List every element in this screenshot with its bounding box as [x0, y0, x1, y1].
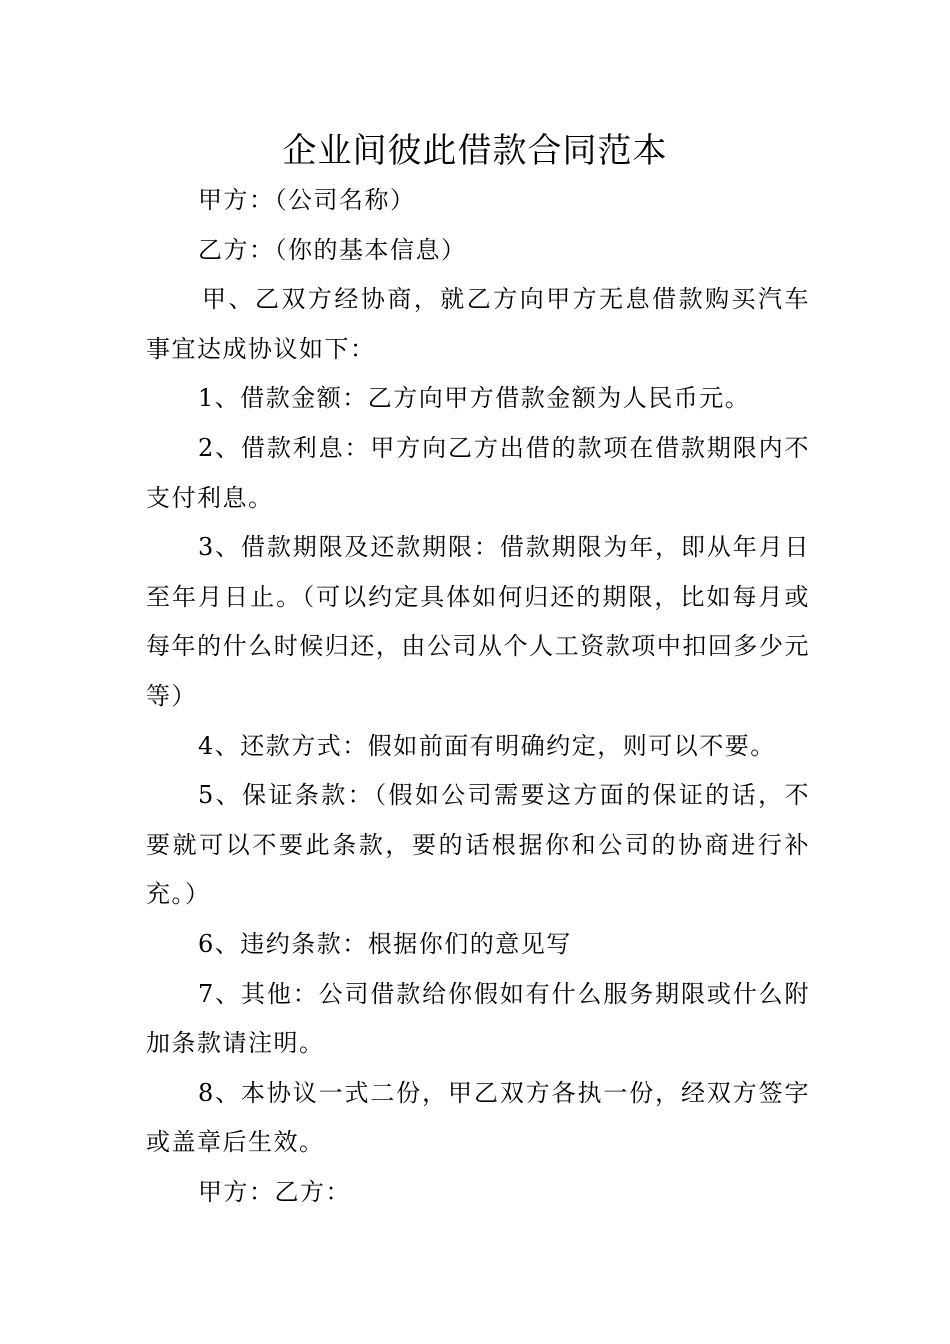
clause-3-term: 3、借款期限及还款期限：借款期限为年，即从年月日至年月日止。（可以约定具体如何归还的期限，比如每月或每年的什么时候归还，由公司从个人工资款项中扣回多少元等） — [146, 533, 810, 710]
clause-2-interest: 2、借款利息：甲方向乙方出借的款项在借款期限内不支付利息。 — [146, 433, 810, 512]
agreement-intro: 甲、乙双方经协商，就乙方向甲方无息借款购买汽车事宜达成协议如下： — [146, 285, 810, 363]
party-b-line: 乙方：（你的基本信息） — [198, 235, 467, 264]
clause-8-copies: 8、本协议一式二份，甲乙双方各执一份，经双方签字或盖章后生效。 — [146, 1078, 810, 1157]
party-a-line: 甲方：（公司名称） — [198, 186, 416, 214]
clause-6-breach: 6、违约条款：根据你们的意见写 — [198, 929, 572, 958]
document-title: 企业间彼此借款合同范本 — [282, 131, 668, 171]
clause-4-repayment: 4、还款方式：假如前面有明确约定，则可以不要。 — [198, 731, 776, 760]
clause-5-guarantee: 5、保证条款：（假如公司需要这方面的保证的话，不要就可以不要此条款，要的话根据你和公司的协商进行补充。） — [146, 781, 810, 909]
clause-7-other: 7、其他：公司借款给你假如有什么服务期限或什么附加条款请注明。 — [146, 979, 810, 1058]
clause-1-loan-amount: 1、借款金额：乙方向甲方借款金额为人民币元。 — [198, 384, 751, 413]
signature-line: 甲方：乙方： — [198, 1177, 351, 1206]
document-body — [146, 176, 810, 1217]
